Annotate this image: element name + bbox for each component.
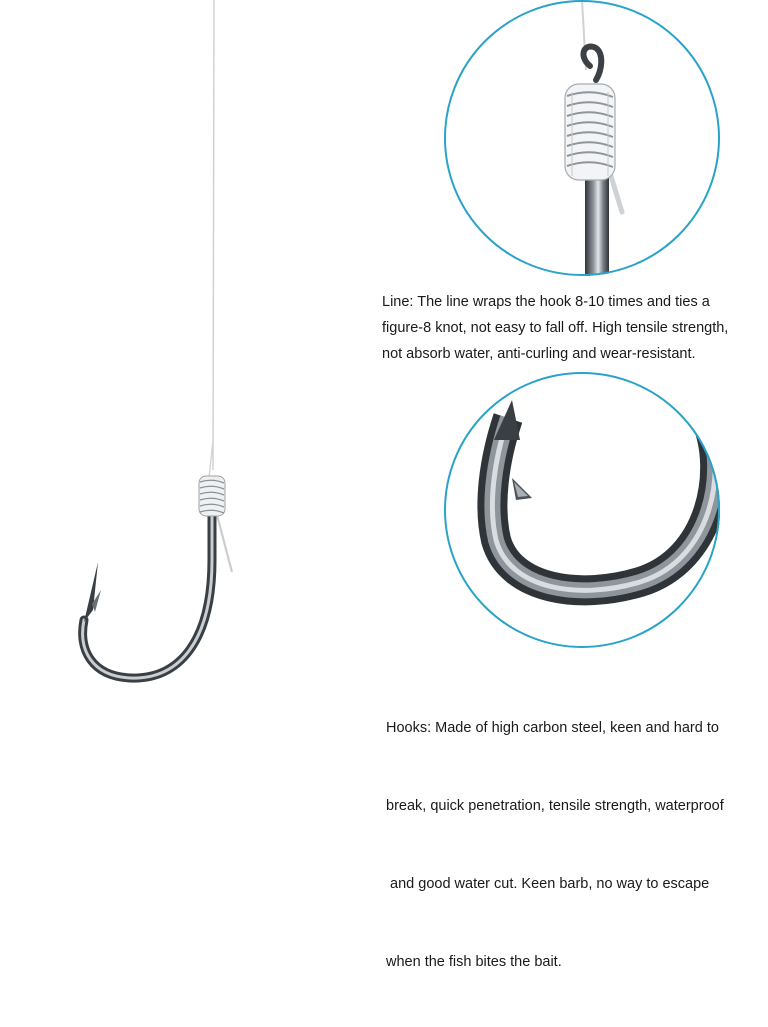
hooks-description-line-2: break, quick penetration, tensile strength, waterproof xyxy=(386,798,724,814)
fishing-hook-with-line-icon xyxy=(83,0,232,678)
hooks-description-line-3: and good water cut. Keen barb, no way to escape xyxy=(386,876,710,892)
line-knot-closeup-icon xyxy=(445,0,719,290)
hooks-description-line-1: Hooks: Made of high carbon steel, keen and hard to xyxy=(386,720,719,736)
hook-barb-closeup-icon xyxy=(445,373,719,647)
line-description-line-2: figure-8 knot, not easy to fall off. High tensile strength, xyxy=(382,320,729,336)
line-knot-icon xyxy=(199,476,225,516)
hooks-description-line-4: when the fish bites the bait. xyxy=(386,954,562,970)
line-description-line-1: Line: The line wraps the hook 8-10 times and ties a xyxy=(382,294,710,310)
line-description xyxy=(382,289,728,367)
hooks-description xyxy=(386,663,724,1027)
line-description-line-3: not absorb water, anti-curling and wear-resistant. xyxy=(382,346,696,362)
